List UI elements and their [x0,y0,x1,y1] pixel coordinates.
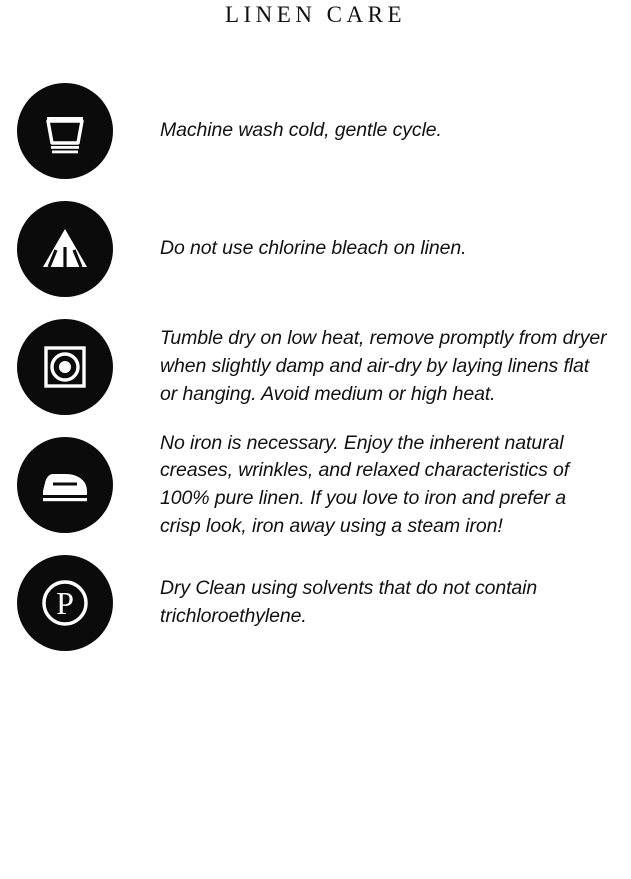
page-title: LINEN CARE [224,2,407,27]
care-instruction-text: No iron is necessary. Enjoy the inherent natural creases, wrinkles, and relaxed characteristics of 100% pure linen. If you love to iron and prefer a crisp look, iron away using a steam iron! [160,431,570,537]
dry-clean-p-icon [17,555,113,651]
care-instruction-text: Machine wash cold, gentle cycle. [160,119,442,142]
text-cell [120,430,617,541]
care-row [0,544,631,662]
icon-cell [10,319,120,415]
care-instruction-text: Do not use chlorine bleach on linen. [160,237,467,260]
wash-tub-icon [17,83,113,179]
care-row [0,190,631,308]
icon-cell [10,83,120,179]
do-not-bleach-triangle-icon [17,201,113,297]
care-instruction-list [0,72,631,662]
tumble-dry-low-icon [17,319,113,415]
svg-text:P: P [56,585,74,621]
care-row [0,426,631,544]
text-cell [120,235,617,263]
care-row [0,308,631,426]
text-cell [120,325,617,408]
care-instruction-text: Dry Clean using solvents that do not contain trichloroethylene. [160,577,538,627]
icon-cell [10,201,120,297]
iron-icon [17,437,113,533]
text-cell [120,575,617,630]
text-cell [120,117,617,145]
care-instruction-text: Tumble dry on low heat, remove promptly from dryer when slightly damp and air-dry by laying linens flat or hanging. Avoid medium or high heat. [160,327,607,405]
icon-cell [10,437,120,533]
care-row [0,72,631,190]
icon-cell [10,555,120,651]
